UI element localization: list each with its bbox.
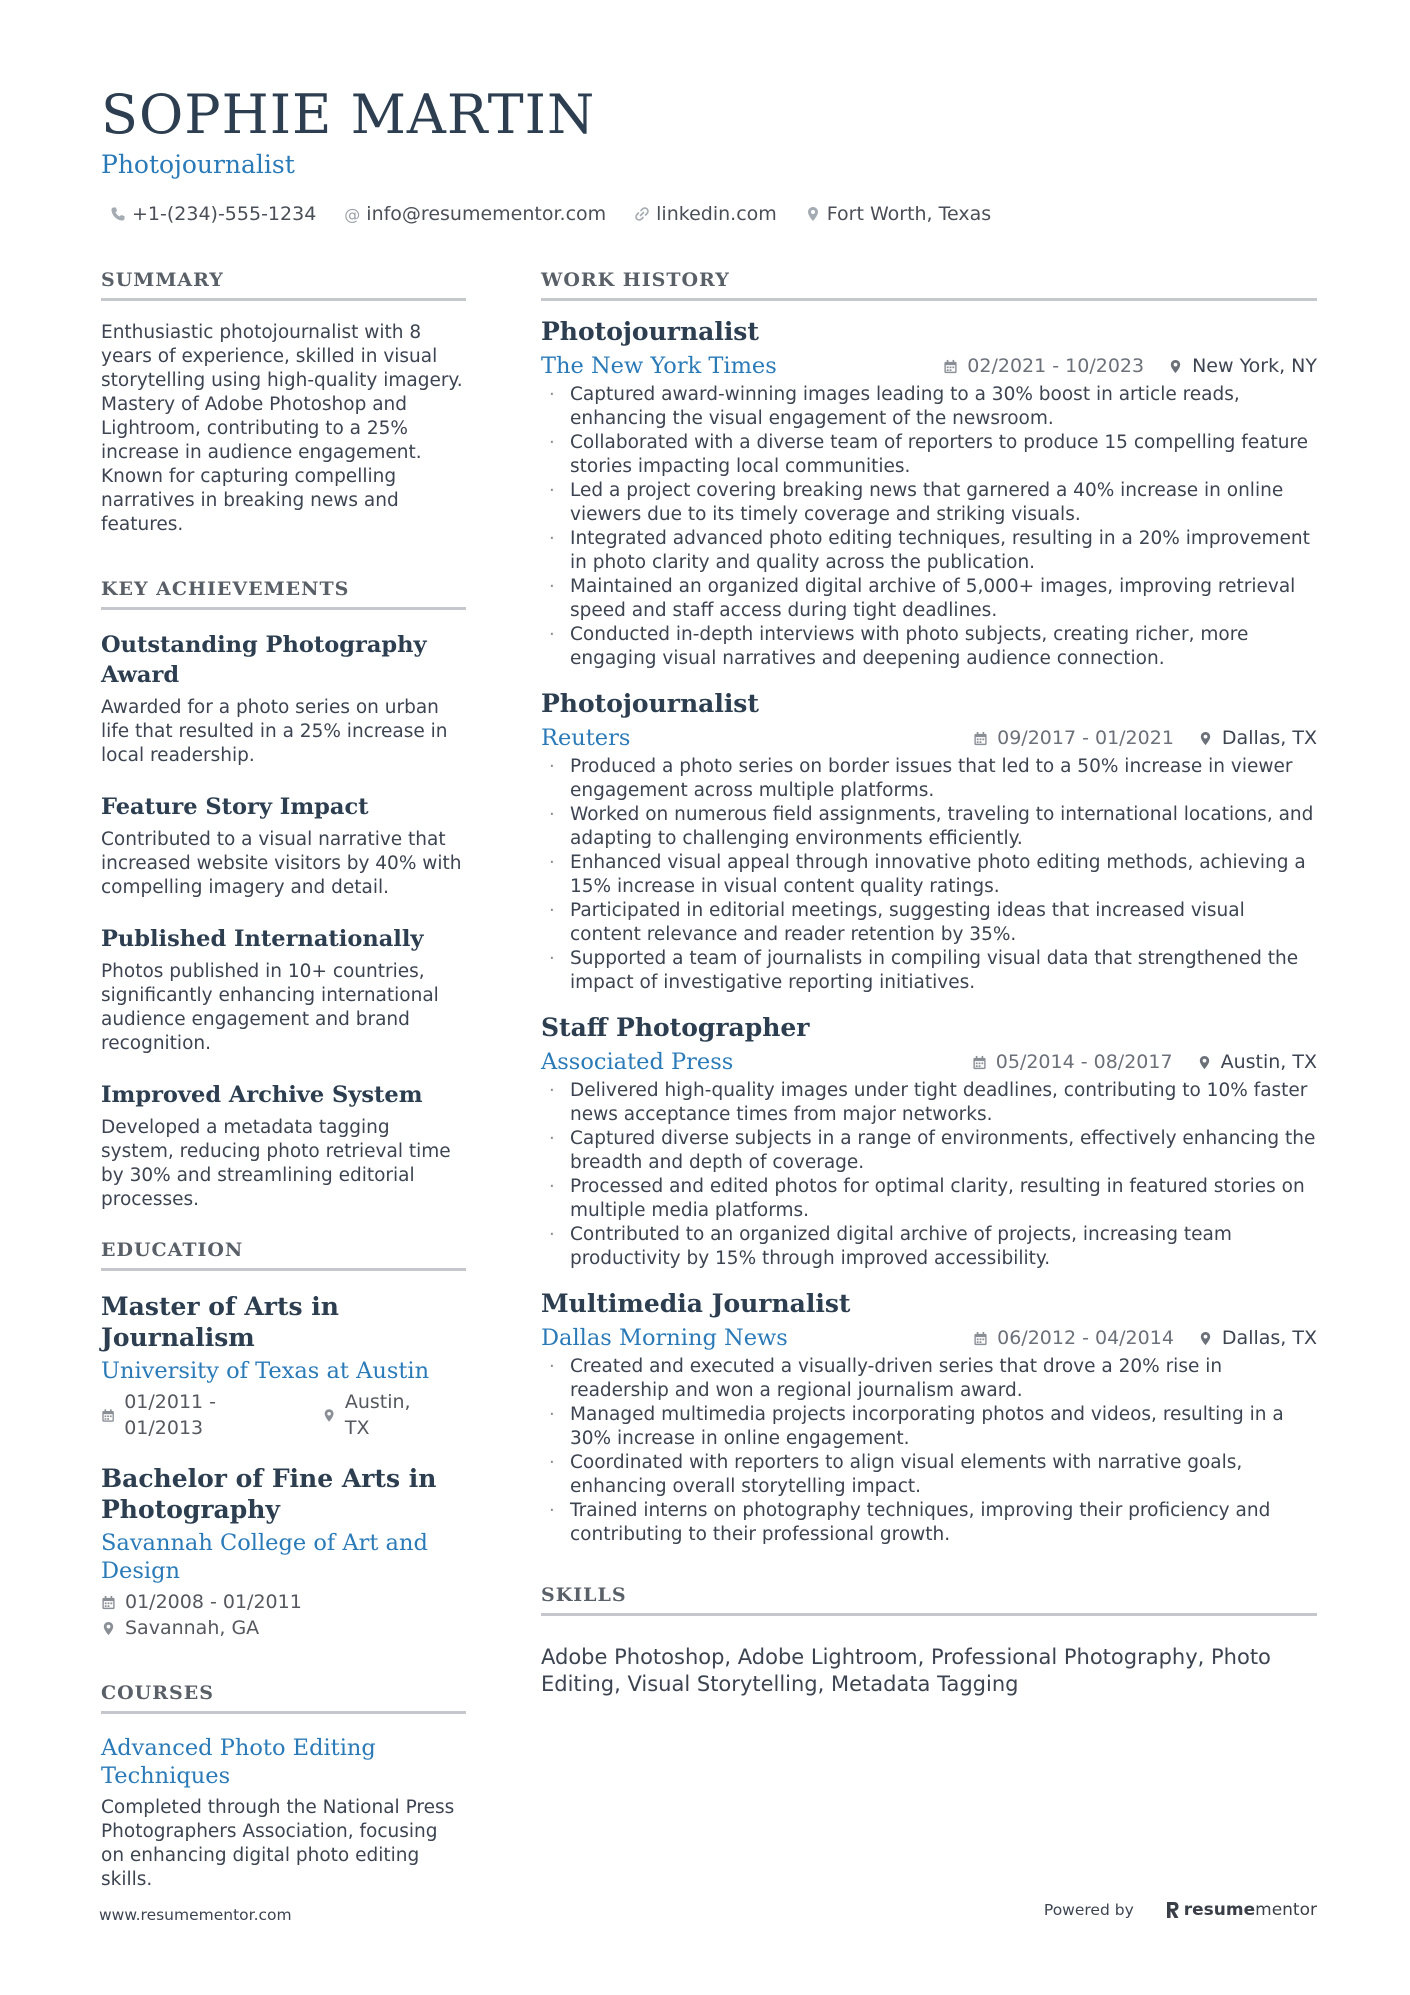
achievement-item	[101, 630, 466, 768]
job-title: Photojournalist	[541, 317, 759, 346]
job-location	[1198, 727, 1317, 749]
job-company: Dallas Morning News	[541, 1325, 788, 1351]
right-column	[541, 268, 1317, 1698]
location-pin-icon	[1197, 1055, 1212, 1070]
work-history-section	[541, 268, 1317, 1547]
linkedin-text[interactable]: linkedin.com	[656, 203, 777, 225]
job-bullets	[541, 1079, 1317, 1271]
job-meta	[943, 355, 1317, 377]
job-bullet: · Captured diverse subjects in a range of environments, effectively enhancing the breadth and depth of coverage.	[541, 1127, 1317, 1175]
job-location	[1168, 355, 1317, 377]
job-subheader	[541, 721, 1317, 755]
summary-text: Enthusiastic photojournalist with 8 years of experience, skilled in visual storytelling using high-quality imagery. Mastery of Adobe Photoshop and Lightroom, contributing to a 25% increase in audience engagement. Known for capturing compelling narratives in breaking news and features.	[101, 322, 463, 535]
education-item	[101, 1463, 466, 1641]
education-heading: EDUCATION	[101, 1238, 466, 1271]
phone-icon	[110, 206, 126, 222]
job-dates-text: 05/2014 - 08/2017	[995, 1051, 1173, 1073]
job-bullet: · Supported a team of journalists in compiling visual data that strengthened the impact of investigative reporting initiatives.	[541, 947, 1317, 995]
education-dates-text: 01/2011 - 01/2013	[124, 1391, 217, 1439]
job-bullets	[541, 755, 1317, 995]
contact-email[interactable]	[344, 203, 606, 225]
education-dates	[101, 1389, 292, 1441]
job-entry	[541, 687, 1317, 995]
job-bullet: · Processed and edited photos for optimal clarity, resulting in featured stories on multiple media platforms.	[541, 1175, 1317, 1223]
job-meta	[973, 727, 1317, 749]
location-pin-icon	[101, 1621, 116, 1636]
job-bullet: · Integrated advanced photo editing techniques, resulting in a 20% improvement in photo clarity and quality across the publication.	[541, 527, 1317, 575]
phone-text: +1-(234)-555-1234	[132, 203, 317, 225]
footer-website[interactable]: www.resumementor.com	[99, 1906, 292, 1924]
job-dates	[973, 1327, 1174, 1349]
calendar-icon	[973, 1331, 988, 1346]
brand-logo[interactable]	[1164, 1900, 1317, 1920]
education-meta	[101, 1615, 466, 1641]
job-subheader	[541, 1045, 1317, 1079]
job-location-text: Dallas, TX	[1221, 1327, 1317, 1349]
location-pin-icon	[322, 1408, 336, 1423]
summary-heading: SUMMARY	[101, 268, 466, 301]
education-meta	[101, 1589, 466, 1615]
job-bullet: · Produced a photo series on border issues that led to a 50% increase in viewer engagement across multiple platforms.	[541, 755, 1317, 803]
brand-name-bold: resume	[1183, 1900, 1256, 1920]
job-location-text: Dallas, TX	[1221, 727, 1317, 749]
achievement-text: Photos published in 10+ countries, significantly enhancing international audience engagement and brand recognition.	[101, 961, 439, 1054]
education-location	[322, 1389, 436, 1441]
job-bullet: · Maintained an organized digital archive of 5,000+ images, improving retrieval speed and staff access during tight deadlines.	[541, 575, 1317, 623]
location-pin-icon	[1198, 1331, 1213, 1346]
location-pin-icon	[1168, 359, 1183, 374]
achievement-title: Feature Story Impact	[101, 794, 369, 820]
powered-by-label: Powered by	[1043, 1901, 1134, 1919]
education-degree: Master of Arts in Journalism	[101, 1292, 339, 1352]
education-item	[101, 1291, 466, 1441]
job-meta	[972, 1051, 1317, 1073]
brand-name-regular: mentor	[1255, 1900, 1317, 1920]
course-text: Completed through the National Press Photographers Association, focusing on enhancing digital photo editing skills.	[101, 1797, 455, 1890]
education-dates	[101, 1589, 302, 1615]
contact-location	[805, 203, 991, 225]
job-bullet: · Conducted in-depth interviews with photo subjects, creating richer, more engaging visual narratives and deepening audience connection.	[541, 623, 1317, 671]
education-meta	[101, 1389, 466, 1441]
calendar-icon	[101, 1408, 115, 1423]
job-title: Staff Photographer	[541, 1013, 810, 1042]
calendar-icon	[101, 1595, 116, 1610]
job-dates	[943, 355, 1144, 377]
email-text[interactable]: info@resumementor.com	[366, 203, 607, 225]
link-icon	[634, 206, 650, 222]
candidate-name: SOPHIE MARTIN	[101, 83, 596, 146]
footer-branding	[1044, 1900, 1317, 1920]
job-dates	[973, 727, 1174, 749]
job-bullet: · Trained interns on photography techniques, improving their proficiency and contributing to their professional growth.	[541, 1499, 1317, 1547]
contact-phone	[110, 203, 316, 225]
education-degree: Bachelor of Fine Arts in Photography	[101, 1464, 437, 1524]
achievement-item	[101, 924, 466, 1056]
achievement-item	[101, 792, 466, 900]
job-location-text: New York, NY	[1192, 355, 1317, 377]
education-location-text: Savannah, GA	[125, 1617, 260, 1639]
job-dates	[972, 1051, 1173, 1073]
job-bullet: · Contributed to an organized digital archive of projects, increasing team productivity by 15% through improved accessibility.	[541, 1223, 1317, 1271]
achievement-title: Outstanding Photography Award	[101, 632, 427, 688]
job-entry	[541, 315, 1317, 671]
education-location	[101, 1615, 259, 1641]
job-location	[1198, 1327, 1317, 1349]
job-bullet: · Collaborated with a diverse team of reporters to produce 15 compelling feature stories impacting local communities.	[541, 431, 1317, 479]
job-dates-text: 02/2021 - 10/2023	[967, 355, 1145, 377]
at-icon: @	[344, 204, 361, 224]
job-bullets	[541, 1355, 1317, 1547]
calendar-icon	[973, 731, 988, 746]
achievement-title: Improved Archive System	[101, 1082, 423, 1108]
job-bullet: · Managed multimedia projects incorporating photos and videos, resulting in a 30% increase in online engagement.	[541, 1403, 1317, 1451]
job-title: Multimedia Journalist	[541, 1289, 851, 1318]
job-entry	[541, 1287, 1317, 1547]
calendar-icon	[943, 359, 958, 374]
job-company: Associated Press	[541, 1049, 734, 1075]
job-title: Photojournalist	[541, 689, 759, 718]
contact-bar	[110, 200, 1019, 228]
skills-text: Adobe Photoshop, Adobe Lightroom, Professional Photography, Photo Editing, Visual Storytelling, Metadata Tagging	[541, 1645, 1271, 1696]
education-school: University of Texas at Austin	[101, 1358, 430, 1384]
location-text: Fort Worth, Texas	[826, 203, 992, 225]
job-bullet: · Captured award-winning images leading to a 30% boost in article reads, enhancing the visual engagement of the newsroom.	[541, 383, 1317, 431]
education-dates-text: 01/2008 - 01/2011	[125, 1591, 302, 1613]
course-title: Advanced Photo Editing Techniques	[101, 1735, 376, 1789]
job-subheader	[541, 349, 1317, 383]
resumementor-logo-icon	[1164, 1900, 1180, 1920]
achievement-title: Published Internationally	[101, 926, 424, 952]
job-bullet: · Led a project covering breaking news that garnered a 40% increase in online viewers due to its timely coverage and striking visuals.	[541, 479, 1317, 527]
achievements-section	[101, 577, 466, 1212]
job-bullets	[541, 383, 1317, 671]
job-entry	[541, 1011, 1317, 1271]
job-location	[1197, 1051, 1317, 1073]
work-history-heading: WORK HISTORY	[541, 268, 1317, 301]
achievement-text: Developed a metadata tagging system, reducing photo retrieval time by 30% and streamlining editorial processes.	[101, 1117, 451, 1210]
calendar-icon	[972, 1055, 987, 1070]
courses-heading: COURSES	[101, 1681, 466, 1714]
skills-section	[541, 1583, 1317, 1698]
job-subheader	[541, 1321, 1317, 1355]
job-bullet: · Participated in editorial meetings, suggesting ideas that increased visual content relevance and reader retention by 35%.	[541, 899, 1317, 947]
job-company: The New York Times	[541, 353, 777, 379]
job-bullet: · Coordinated with reporters to align visual elements with narrative goals, enhancing overall storytelling impact.	[541, 1451, 1317, 1499]
achievement-text: Contributed to a visual narrative that increased website visitors by 40% with compelling imagery and detail.	[101, 829, 462, 898]
location-pin-icon	[805, 206, 821, 222]
education-school: Savannah College of Art and Design	[101, 1530, 428, 1584]
left-column	[101, 268, 466, 1892]
skills-heading: SKILLS	[541, 1583, 1317, 1616]
job-dates-text: 09/2017 - 01/2021	[997, 727, 1174, 749]
summary-section	[101, 268, 466, 537]
education-location-text: Austin, TX	[344, 1391, 411, 1439]
job-dates-text: 06/2012 - 04/2014	[997, 1327, 1174, 1349]
job-bullet: · Worked on numerous field assignments, traveling to international locations, and adapting to challenging environments efficiently.	[541, 803, 1317, 851]
course-item	[101, 1734, 466, 1892]
achievement-item	[101, 1080, 466, 1212]
job-bullet: · Enhanced visual appeal through innovative photo editing methods, achieving a 15% increase in visual content quality ratings.	[541, 851, 1317, 899]
courses-section	[101, 1681, 466, 1892]
job-location-text: Austin, TX	[1220, 1051, 1317, 1073]
education-section	[101, 1238, 466, 1641]
job-bullet: · Delivered high-quality images under tight deadlines, contributing to 10% faster news acceptance times from major networks.	[541, 1079, 1317, 1127]
location-pin-icon	[1198, 731, 1213, 746]
contact-linkedin[interactable]	[634, 203, 777, 225]
achievements-heading: KEY ACHIEVEMENTS	[101, 577, 466, 610]
achievement-text: Awarded for a photo series on urban life that resulted in a 25% increase in local readership.	[101, 697, 448, 766]
job-company: Reuters	[541, 725, 631, 751]
candidate-headline: Photojournalist	[101, 150, 295, 179]
job-meta	[973, 1327, 1317, 1349]
job-bullet: · Created and executed a visually-driven series that drove a 20% rise in readership and won a regional journalism award.	[541, 1355, 1317, 1403]
